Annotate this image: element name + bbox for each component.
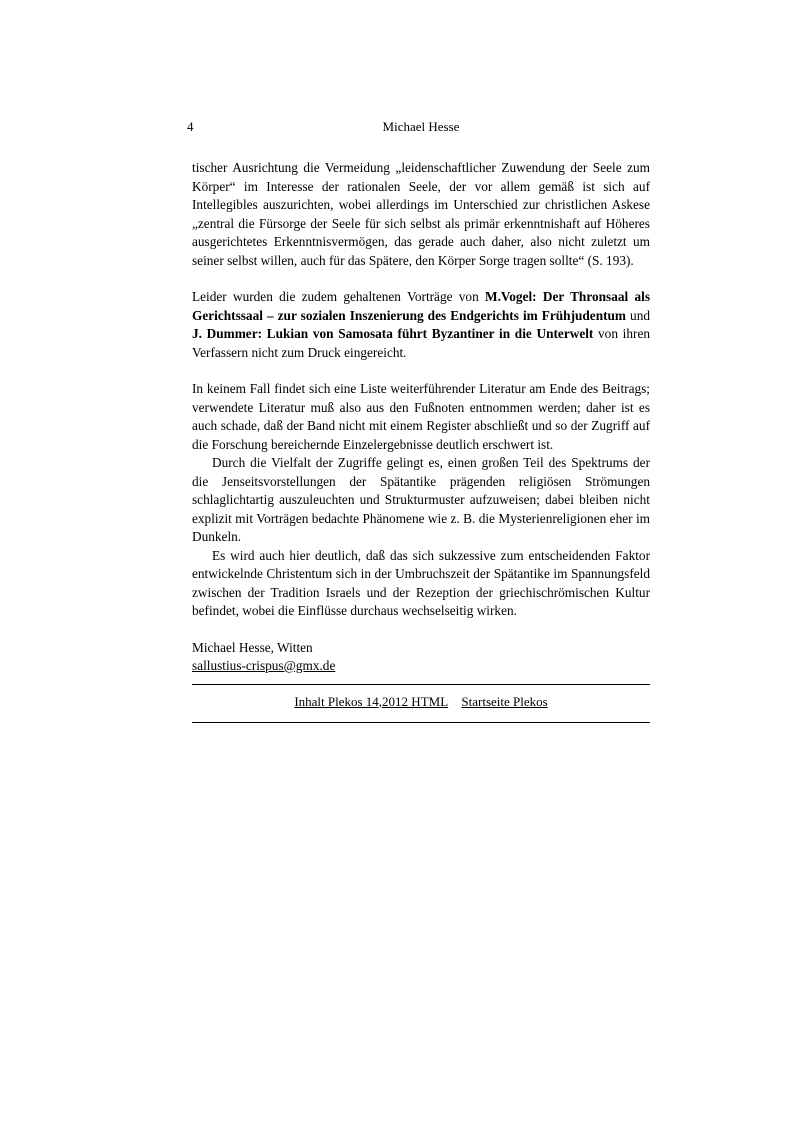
talks-outro-text: von ihren Verfassern nicht zum Druck eingereicht. xyxy=(192,326,650,360)
contents-link[interactable]: Inhalt Plekos 14,2012 HTML xyxy=(294,693,449,709)
reviewer-email-link[interactable]: sallustius-crispus@gmx.de xyxy=(192,658,336,673)
talk-title-dummer: J. Dummer: Lukian von Samosata führt Byzantiner in die Unterwelt xyxy=(192,326,594,341)
running-head xyxy=(187,118,650,136)
page-number: 4 xyxy=(187,119,194,134)
talks-intro-text: Leider wurden die zudem gehaltenen Vorträge von xyxy=(192,289,486,304)
paper-page xyxy=(187,118,650,723)
paragraph-continuation: tischer Ausrichtung die Vermeidung „leidenschaftlicher Zuwendung der Seele zum Körper“ im Interesse der rationalen Seele, der vor allem gemäß ist sich auf Intellegibles auszurichten, wobei allerdings im Unterschied zur christlichen Askese „zentral die Fürsorge der Seele für sich selbst als primär erkenntnishaft auf Höheres ausgerichtetes Erkenntnisvermögen, das gerade auch daher, also nicht zuletzt um seiner selbst willen, auch für das Spätere, den Körper Sorge tragen sollte“ (S. 193). xyxy=(192,160,650,268)
talks-connector-text: und xyxy=(626,307,650,323)
talk-title-vogel: M.Vogel: Der Thronsaal als Gerichtssaal – zur sozialen Inszenierung des Endgerichts im Frühjudentum xyxy=(192,289,650,323)
homepage-link[interactable]: Startseite Plekos xyxy=(461,693,548,709)
running-head-author: Michael Hesse xyxy=(382,119,460,134)
reviewer-name: Michael Hesse, Witten xyxy=(192,639,313,655)
paragraph-variety: Durch die Vielfalt der Zugriffe gelingt es, einen großen Teil des Spektrums der die Jenseitsvorstellungen der Spätantike prägenden religiösen Strömungen schlaglichtartig auszuleuchten und Strukturmuster aufzuweisen; dabei bleiben nicht explizit mit Vorträgen bedachte Phänomene wie z. B. die Mysterienreligionen eher im Dunkeln. xyxy=(192,455,650,544)
paragraph-literature: In keinem Fall findet sich eine Liste weiterführender Literatur am Ende des Beitrags; verwendete Literatur muß also aus den Fußnoten entnommen werden; daher ist es auch schade, daß der Band nicht mit einem Register abschließt und so der Zugriff auf die Forschung bereichernde Einzelergebnisse deutlich erschwert ist. xyxy=(192,381,650,452)
footer-navigation xyxy=(192,685,650,722)
footer-rule-bottom xyxy=(192,722,650,723)
paragraph-conclusion: Es wird auch hier deutlich, daß das sich sukzessive zum entscheidenden Faktor entwickelnde Christentum sich in der Umbruchszeit der Spätantike im Spannungsfeld zwischen der Tradition Israels und der Rezeption der griechischrömischen Kultur befindet, wobei die Einflüsse durchaus wechselseitig wirken. xyxy=(192,547,650,618)
signature-block xyxy=(192,639,650,676)
paragraph-unpublished-talks xyxy=(192,288,650,362)
